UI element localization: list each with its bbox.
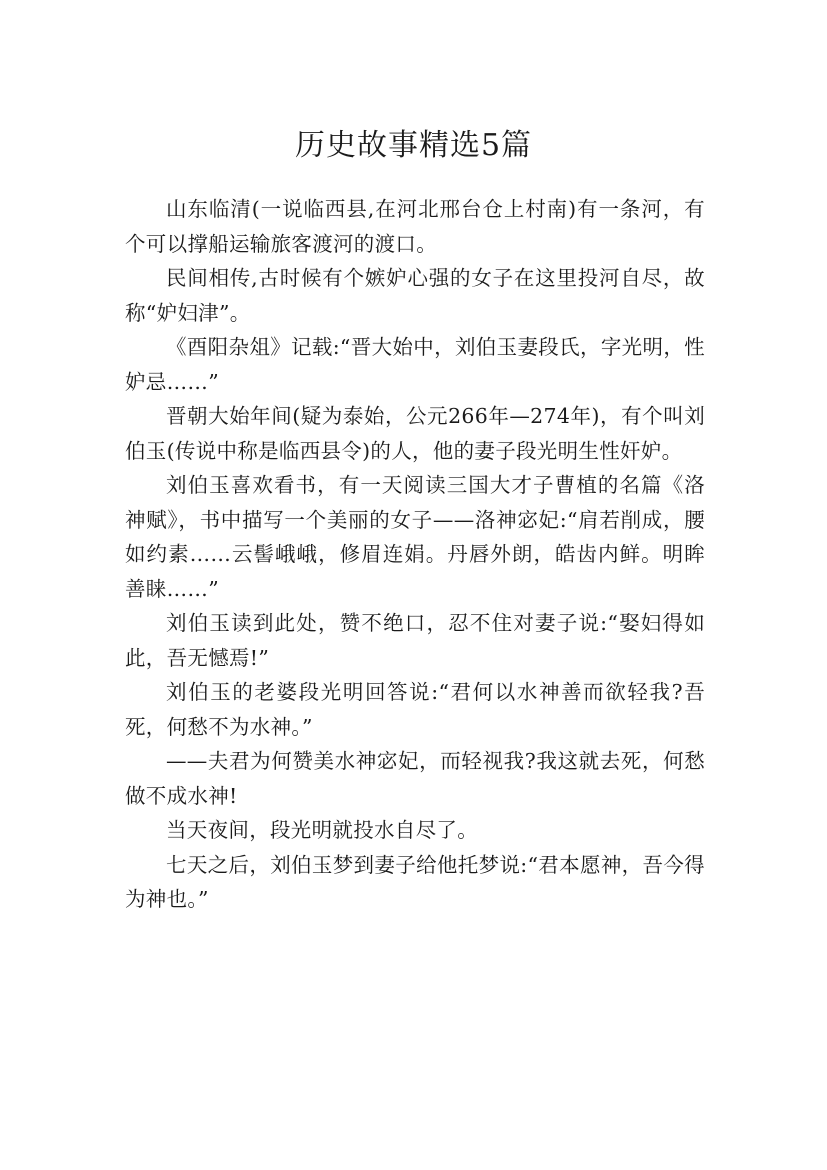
paragraph: 刘伯玉的老婆段光明回答说:“君何以水神善而欲轻我?吾死，何愁不为水神。” xyxy=(125,680,705,739)
paragraph: 七天之后，刘伯玉梦到妻子给他托梦说:“君本愿神，吾今得为神也。” xyxy=(125,852,705,911)
document-title: 历史故事精选5篇 xyxy=(294,128,533,164)
paragraph: 晋朝大始年间(疑为泰始，公元266年—274年)，有个叫刘伯玉(传说中称是临西县令)的人，他的妻子段光明生性奸妒。 xyxy=(125,404,705,463)
paragraph: 民间相传,古时候有个嫉妒心强的女子在这里投河自尽，故称“妒妇津”。 xyxy=(125,266,705,325)
paragraph: 当天夜间，段光明就投水自尽了。 xyxy=(166,818,478,842)
paragraph: 山东临清(一说临西县,在河北邢台仓上村南)有一条河，有个可以撑船运输旅客渡河的渡口。 xyxy=(125,197,705,256)
paragraph: 刘伯玉喜欢看书，有一天阅读三国大才子曹植的名篇《洛神赋》，书中描写一个美丽的女子——洛神宓妃:“肩若削成，腰如约素……云髻峨峨，修眉连娟。丹唇外朗，皓齿内鲜。明眸善睐……” xyxy=(125,473,705,601)
paragraph: 《酉阳杂俎》记载:“晋大始中，刘伯玉妻段氏，字光明，性妒忌……” xyxy=(125,335,705,394)
paragraph: ——夫君为何赞美水神宓妃，而轻视我?我这就去死，何愁做不成水神! xyxy=(125,749,705,808)
document-body xyxy=(125,192,705,917)
paragraph: 刘伯玉读到此处，赞不绝口，忍不住对妻子说:“娶妇得如此，吾无憾焉!” xyxy=(125,611,705,670)
